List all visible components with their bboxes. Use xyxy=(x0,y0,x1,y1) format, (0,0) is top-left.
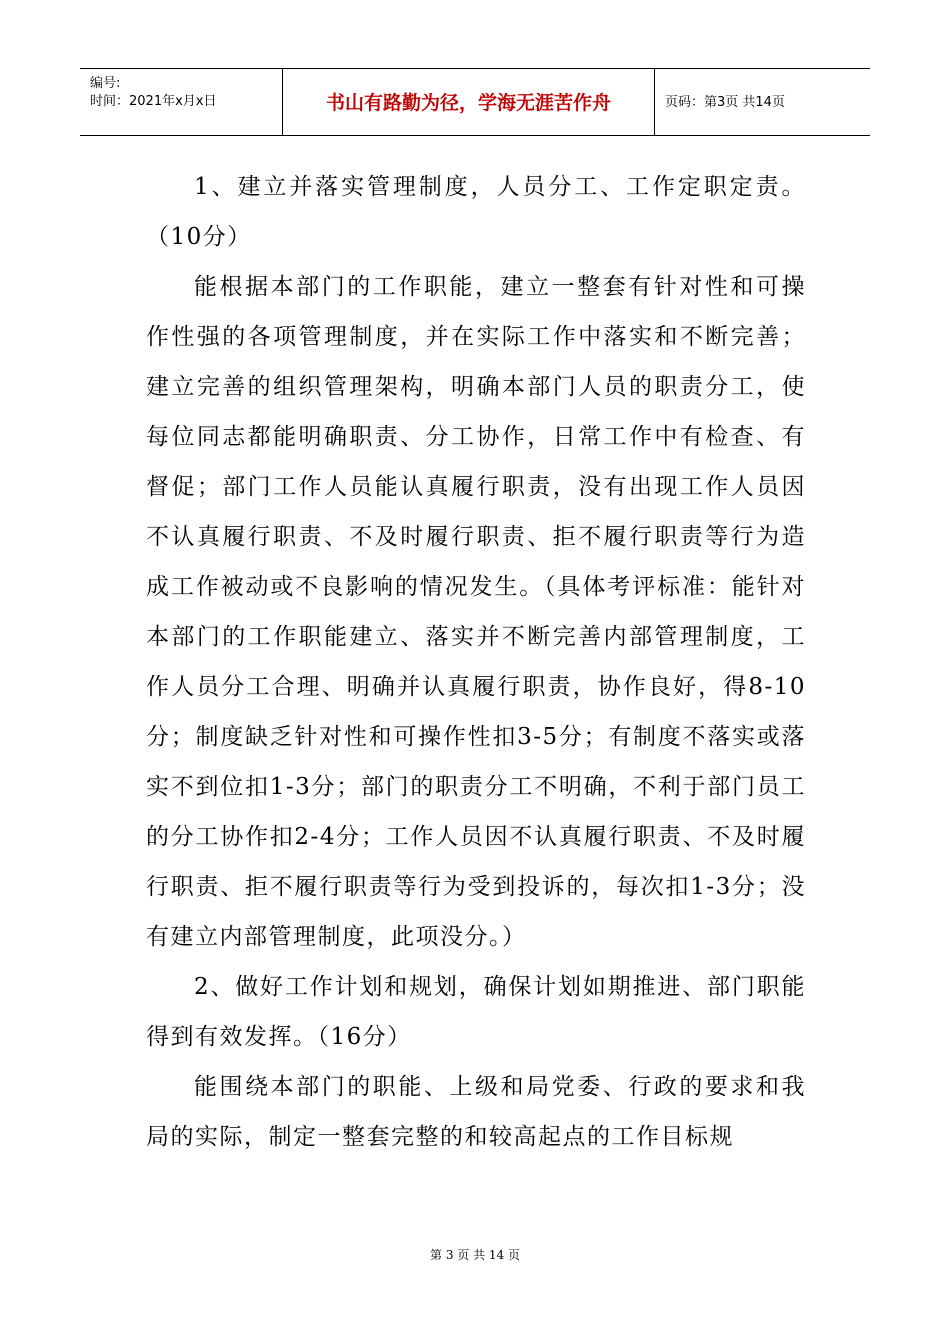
header-page-label: 页码：第3页 共14页 xyxy=(665,95,785,110)
header-motto: 书山有路勤为径，学海无涯苦作舟 xyxy=(325,92,611,114)
paragraph: 能围绕本部门的职能、上级和局党委、行政的要求和我局的实际，制定一整套完整的和较高起点的工作目标规 xyxy=(146,1074,806,1150)
header-meta xyxy=(90,75,216,111)
paragraph: 1、建立并落实管理制度，人员分工、工作定职定责。（10分） xyxy=(146,174,806,250)
document-body xyxy=(146,162,806,1162)
page-footer: 第 3 页 共 14 页 xyxy=(430,1248,520,1262)
paragraph: 能根据本部门的工作职能，建立一整套有针对性和可操作性强的各项管理制度，并在实际工作中落实和不断完善；建立完善的组织管理架构，明确本部门人员的职责分工，使每位同志都能明确职责、分工协作，日常工作中有检查、有督促；部门工作人员能认真履行职责，没有出现工作人员因不认真履行职责、不及时履行职责、拒不履行职责等行为造成工作被动或不良影响的情况发生。（具体考评标准：能针对本部门的工作职能建立、落实并不断完善内部管理制度，工作人员分工合理、明确并认真履行职责，协作良好，得8-10分；制度缺乏针对性和可操作性扣3-5分；有制度不落实或落实不到位扣1-3分；部门的职责分工不明确，不利于部门员工的分工协作扣2-4分；工作人员因不认真履行职责、不及时履行职责、拒不履行职责等行为受到投诉的，每次扣1-3分；没有建立内部管理制度，此项没分。） xyxy=(146,274,806,950)
document-header xyxy=(80,68,870,136)
header-divider xyxy=(654,69,655,135)
header-number-label: 编号: xyxy=(90,76,121,91)
paragraph: 2、做好工作计划和规划，确保计划如期推进、部门职能得到有效发挥。（16分） xyxy=(146,974,806,1050)
header-time-label: 时间：2021年x月x日 xyxy=(90,94,217,109)
